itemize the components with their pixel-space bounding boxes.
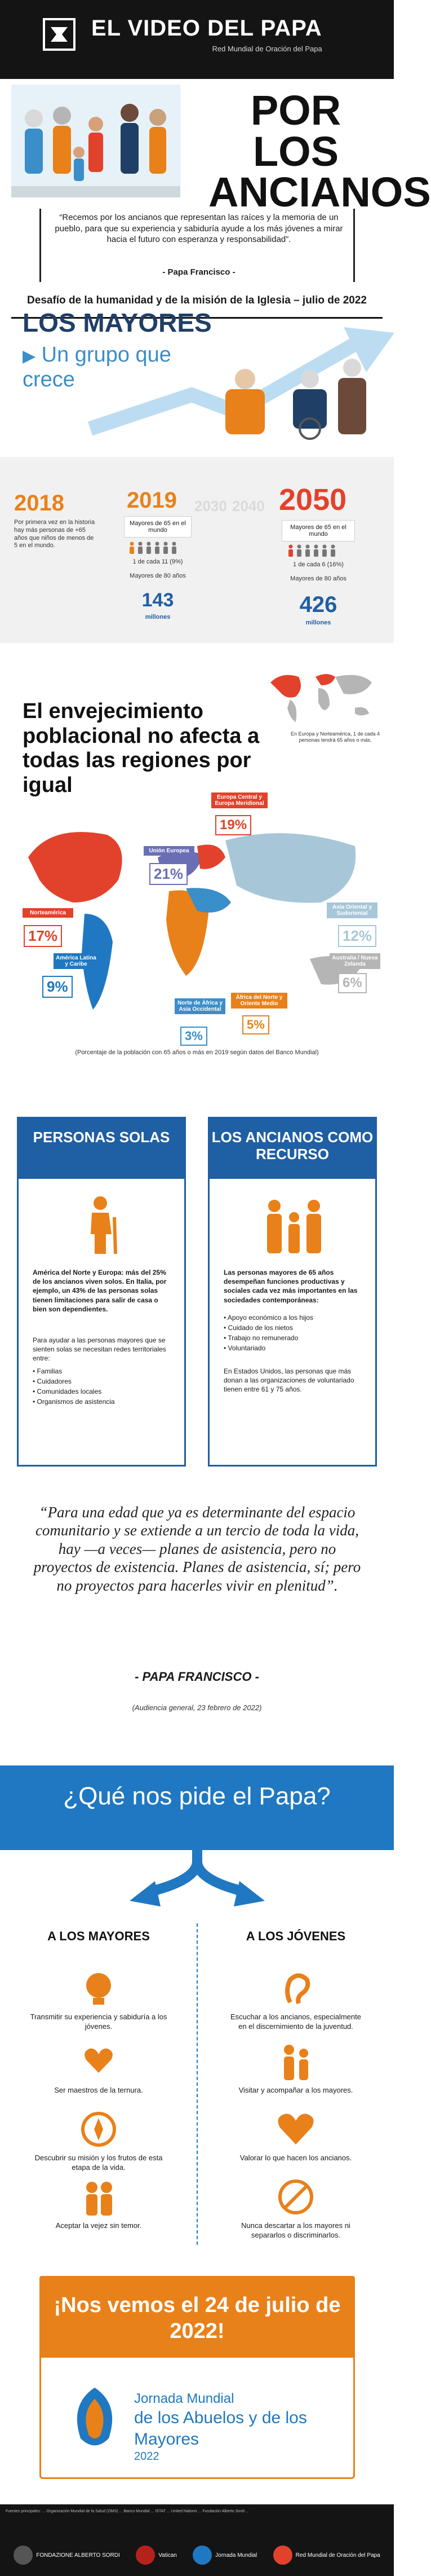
badge-europa-central: 19% (215, 815, 251, 835)
ask-right-item: Visitar y acompañar a los mayores. (225, 2042, 366, 2095)
triangle-right-icon: ▶ (23, 347, 36, 366)
event-box (39, 2276, 355, 2479)
compass-icon (76, 2110, 121, 2149)
mayores-subtitle-text: Un grupo que crece (23, 343, 171, 391)
badge-america-latina: 9% (42, 976, 73, 998)
elderly-couple-icon (76, 2177, 121, 2217)
asks-title: ¿Qué nos pide el Papa? (63, 1782, 331, 1810)
vatican-logo-icon (136, 2546, 155, 2565)
column-right-item: • Apoyo económico a los hijos (224, 1314, 313, 1322)
footer-logos (6, 2538, 388, 2572)
hero-quote-box (39, 209, 355, 282)
ask-left-item: Descubrir su misión y los frutos de esta etapa de la vida. (28, 2110, 169, 2173)
regions-title: El envejecimiento poblacional no afecta a todas las regiones por igual (23, 699, 260, 798)
jornada-small-logo-icon (193, 2546, 212, 2565)
footer-logo-jornada[interactable]: Jornada Mundial (193, 2546, 257, 2565)
column-left-title: PERSONAS SOLAS (17, 1117, 186, 1179)
hero-quote: “Recemos por los ancianos que representan las raíces y la memoria de un pueblo, para que su experiencia y sabiduría ayude a los más jóvenes a mirar hacia el futuro con esperanza y responsabilidad”. (55, 213, 343, 244)
map-footnote: (Porcentaje de la población con 65 años o más en 2019 según datos del Banco Mundial) (75, 1049, 319, 1056)
mayores-title: LOS MAYORES (23, 308, 212, 337)
year-2019-over80-label: Mayores de 80 años (130, 573, 186, 579)
year-2019-ratio: 1 de cada 11 (9%) (132, 558, 183, 565)
year-2018-text: Por primera vez en la historia hay más personas de +65 años que niños de menos de 5 en el mundo. (14, 519, 95, 549)
year-2050-ratio: 1 de cada 6 (16%) (293, 561, 344, 568)
jornada-logo-icon (64, 2382, 126, 2455)
ask-left-item: Transmitir su experiencia y sabiduría a los jóvenes. (28, 1969, 169, 2032)
year-2019-over80-value: 143 (141, 589, 174, 611)
label-asia: Asia Oriental y Sudoriental (327, 902, 377, 918)
listening-icon (273, 1969, 318, 2008)
column-left-bold: América del Norte y Europa: más del 25% de los ancianos viven solos. En Italia, por ejemplo, un 43% de las personas solas tienen limitaciones para salir de casa o bien son dependientes. (33, 1269, 167, 1313)
challenge-line: Desafío de la humanidad y de la misión de la Iglesia – julio de 2022 (27, 294, 367, 306)
footer-sources: Fuentes principales: ... Organización Mundial de la Salud (OMS) ... Banco Mundial ... ISTAT ... United Nations ... Fundación Alberto Sordi ... (6, 2509, 249, 2513)
year-2050-over80-label: Mayores de 80 años (290, 575, 346, 582)
badge-norteamerica: 17% (24, 925, 62, 947)
column-left-item: • Comunidades locales (33, 1388, 102, 1395)
badge-australia: 6% (338, 973, 367, 993)
hero-quote-author: - Papa Francisco - (162, 267, 236, 277)
asks-right-head: A LOS JÓVENES (246, 1929, 346, 1943)
footer-logo-fondazione[interactable]: FONDAZIONE ALBERTO SORDI (14, 2546, 120, 2565)
year-2018: 2018 (14, 491, 64, 516)
family-group-icon (260, 1195, 328, 1257)
asks-left-head: A LOS MAYORES (47, 1929, 150, 1943)
ask-right-item: Nunca descartar a los mayores ni separarlos o discriminarlos. (225, 2177, 366, 2240)
heart-icon (273, 2110, 318, 2149)
brand-title: EL VIDEO DEL PAPA (91, 16, 322, 41)
ask-left-item: Ser maestros de la ternura. (28, 2042, 169, 2095)
jornada-line-2: de los Abuelos y de los Mayores (134, 2408, 307, 2449)
column-left-item: • Cuidadores (33, 1377, 72, 1385)
column-personas-solas (17, 1117, 186, 1467)
jornada-line-3: 2022 (134, 2450, 159, 2463)
column-right-item: • Trabajo no remunerado (224, 1334, 299, 1342)
jornada-text (134, 2390, 337, 2464)
label-america-latina: América Latina y Caribe (54, 953, 99, 969)
no-discrimination-icon (273, 2177, 318, 2217)
split-arrows-icon (113, 1828, 282, 1918)
people-row-2050 (287, 544, 336, 557)
small-world-map (265, 666, 377, 728)
elderly-walking-icon (69, 1195, 137, 1257)
year-2030: 2030 (194, 497, 227, 514)
column-left-intro: Para ayudar a las personas mayores que se sienten solas se necesitan redes territoriales entre: (33, 1336, 166, 1363)
brand-subtitle: Red Mundial de Oración del Papa (212, 45, 322, 53)
column-right-title: LOS ANCIANOS COMO RECURSO (208, 1117, 377, 1179)
ask-right-item: Escuchar a los ancianos, especialmente en el discernimiento de la juventud. (225, 1969, 366, 2032)
column-left-item: • Familias (33, 1367, 63, 1375)
label-norte-africa: Norte de África y Asia Occidental (175, 998, 225, 1014)
ask-left-item: Aceptar la vejez sin temor. (28, 2177, 169, 2231)
papal-logo-icon (39, 15, 79, 54)
column-ancianos-recurso (208, 1117, 377, 1467)
brand[interactable] (39, 15, 322, 54)
column-right-item: • Cuidado de los nietos (224, 1324, 293, 1332)
badge-norte-africa: 3% (180, 1027, 207, 1046)
column-right-item: • Voluntariado (224, 1344, 266, 1352)
red-mundial-logo-icon (273, 2546, 292, 2565)
timeline-section (0, 457, 394, 643)
footer (0, 2504, 394, 2576)
pope-quote: “Para una edad que ya es determinante del espacio comunitario y se extiende a un tercio de toda la vida, hay —a veces— planes de asistencia, pero no proyectos de existencia. Planes de asistencia, sí; pero no proyectos para hacerles vivir en plenitud”. (33, 1504, 361, 1594)
badge-africa: 5% (242, 1015, 269, 1034)
year-2050-over80-unit: millones (305, 619, 331, 626)
pope-quote-reference: (Audiencia general, 23 febrero de 2022) (132, 1703, 262, 1712)
label-africa: África del Norte y Oriente Medio (231, 993, 287, 1009)
year-2019-box: Mayores de 65 en el mundo (124, 516, 192, 538)
page-title: POR LOS ANCIANOS (208, 87, 431, 216)
year-2050: 2050 (279, 483, 347, 517)
pope-quote-author: - PAPA FRANCISCO - (135, 1670, 259, 1684)
walking-together-icon (273, 2042, 318, 2081)
asks-divider (197, 1923, 198, 2245)
column-right-bold: Las personas mayores de 65 años desempeñan funciones productivas y sociales cada vez más importantes en las sociedades contemporáneas: (224, 1269, 358, 1304)
year-2040: 2040 (232, 497, 265, 514)
label-europa-central: Europa Central y Europa Meridional (211, 792, 268, 808)
people-row-2019 (128, 541, 177, 554)
label-norteamerica: Norteamérica (23, 908, 73, 918)
label-union-europea: Unión Europea (144, 846, 194, 856)
jornada-line-1: Jornada Mundial (134, 2391, 234, 2406)
year-2019-over80-unit: millones (145, 614, 171, 620)
fondazione-logo-icon (14, 2546, 33, 2565)
badge-union-europea: 21% (149, 863, 188, 885)
label-australia: Australia / Nueva Zelanda (330, 953, 380, 969)
year-2050-box: Mayores de 65 en el mundo (282, 520, 355, 541)
mayores-subtitle (23, 343, 192, 392)
heart-hand-icon (76, 2042, 121, 2081)
footer-logo-red-mundial[interactable]: Red Mundial de Oración del Papa (273, 2546, 380, 2565)
lightbulb-icon (76, 1969, 121, 2008)
family-illustration (11, 85, 180, 214)
year-2019: 2019 (127, 488, 177, 513)
column-right-extra: En Estados Unidos, las personas que más donan a las organizaciones de voluntariado tienen entre 61 y 75 años. (224, 1367, 354, 1394)
ask-right-item: Valorar lo que hacen los ancianos. (225, 2110, 366, 2163)
column-left-item: • Organismos de asistencia (33, 1398, 115, 1406)
header-bar (0, 0, 394, 79)
year-2050-over80-value: 426 (299, 592, 337, 617)
europe-note: En Europa y Norteamérica, 1 de cada 4 personas tendrá 65 años o más. (290, 731, 380, 743)
badge-asia: 12% (338, 925, 376, 947)
footer-logo-vatican[interactable]: Vatican (136, 2546, 177, 2565)
event-headline: ¡Nos vemos el 24 de julio de 2022! (39, 2276, 355, 2358)
